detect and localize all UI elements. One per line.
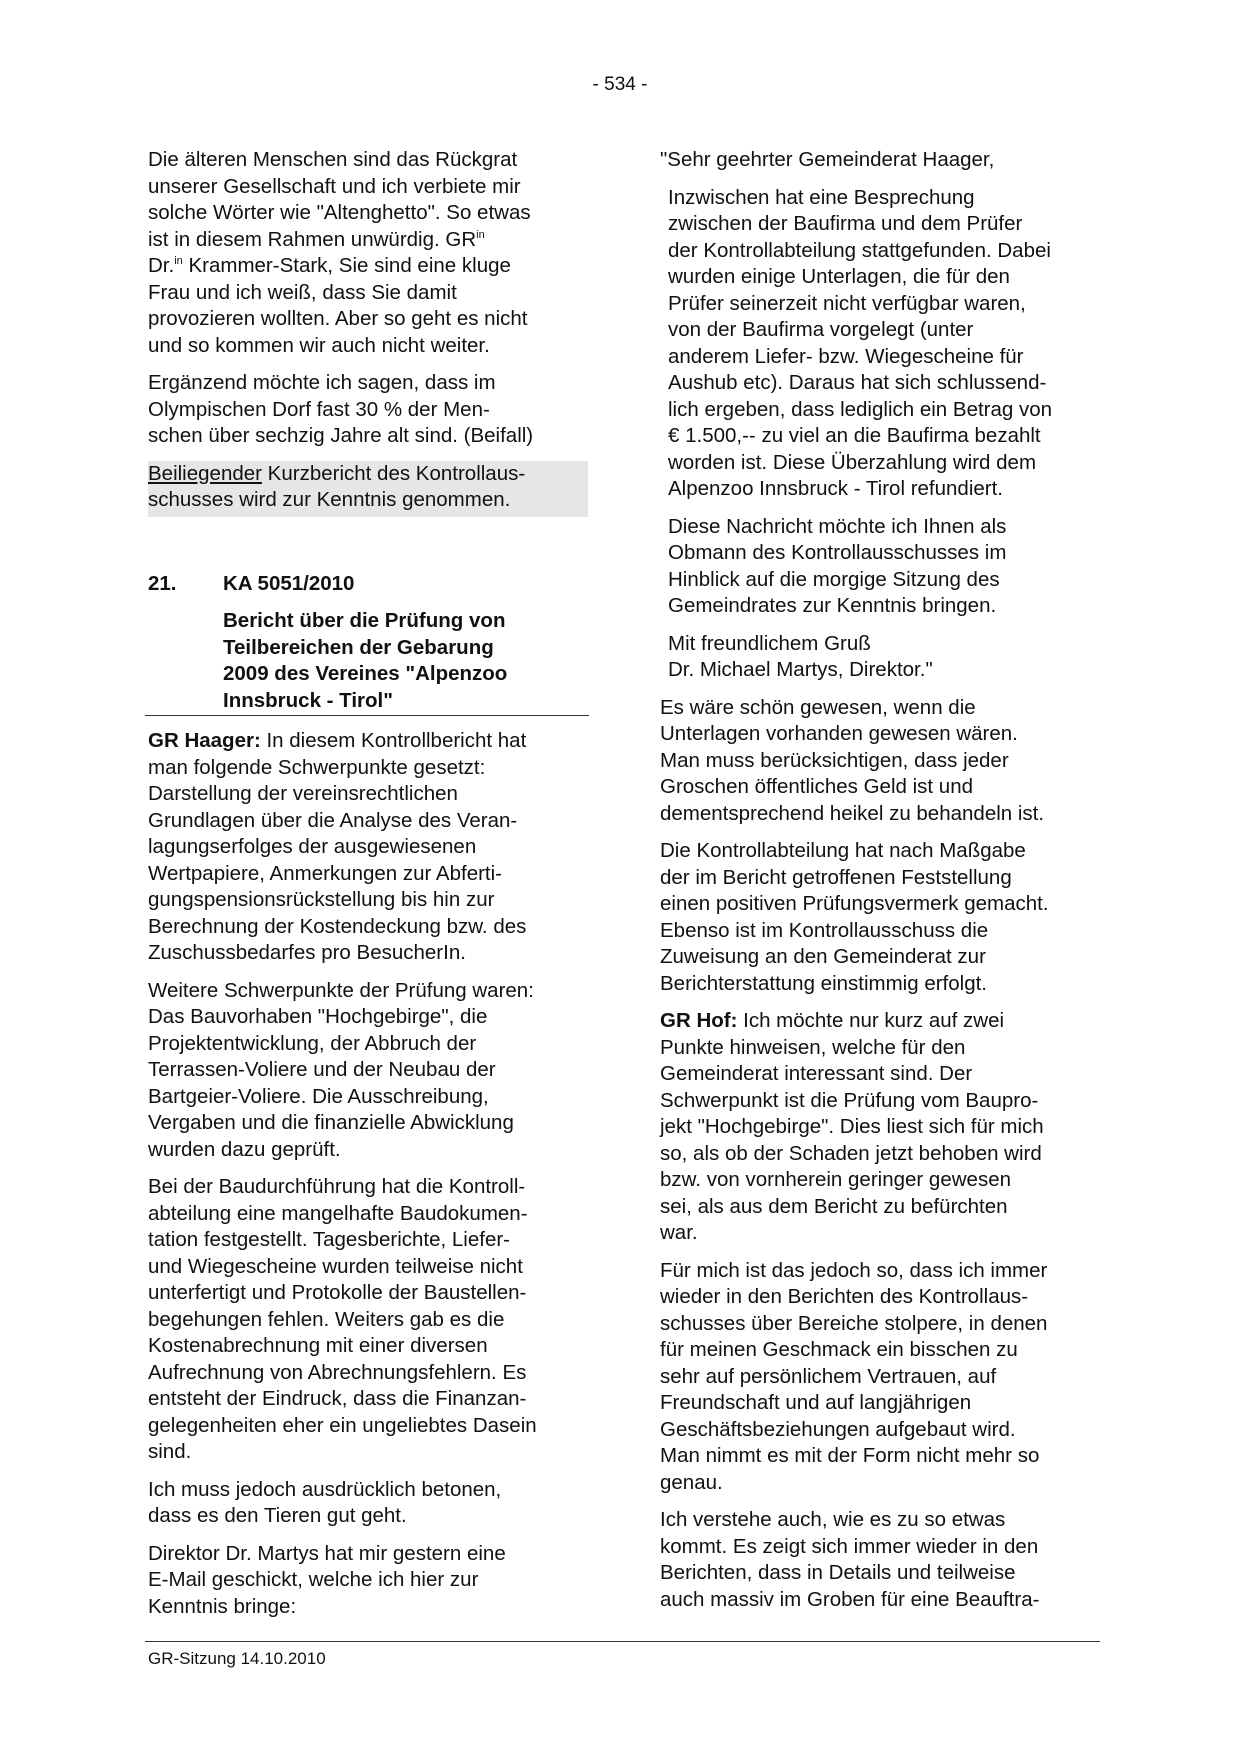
- text-line: zwischen der Baufirma und dem Prüfer: [668, 212, 1023, 235]
- text-line: Man nimmt es mit der Form nicht mehr so: [660, 1444, 1040, 1467]
- text-line: schusses über Bereiche stolpere, in denen: [660, 1311, 1048, 1335]
- text-line: Berichten, dass in Details und teilweise: [660, 1561, 1016, 1584]
- text-line: sind.: [148, 1440, 192, 1463]
- text-line: worden ist. Diese Überzahlung wird dem: [668, 450, 1037, 474]
- text-line: Innsbruck - Tirol": [223, 688, 393, 712]
- paragraph-email-intro: [148, 1541, 588, 1621]
- text-line: von der Baufirma vorgelegt (unter: [668, 318, 974, 341]
- text-line: Obmann des Kontrollausschusses im: [668, 541, 1007, 564]
- text-line: Diese Nachricht möchte ich Ihnen als: [668, 514, 1007, 538]
- text-line: Gemeindrates zur Kenntnis bringen.: [668, 594, 997, 617]
- agenda-item-title: [223, 608, 588, 714]
- title-divider: [145, 715, 589, 716]
- text-line: [148, 227, 588, 254]
- paragraph-elderly: [148, 147, 588, 359]
- text-line: entsteht der Eindruck, dass die Finanzan-: [148, 1387, 527, 1410]
- text-fragment: Ich möchte nur kurz auf zwei: [737, 1009, 1005, 1032]
- text-line: Vergaben und die finanzielle Abwicklung: [148, 1111, 514, 1134]
- text-line: Punkte hinweisen, welche für den: [660, 1035, 966, 1059]
- text-line: Bericht über die Prüfung von: [223, 609, 506, 632]
- text-line: Geschäftsbeziehungen aufgebaut wird.: [660, 1417, 1016, 1441]
- text-line: Aufrechnung von Abrechnungsfehlern. Es: [148, 1360, 527, 1384]
- text-line: Zuschussbedarfes pro BesucherIn.: [148, 941, 466, 964]
- quote-salutation: [660, 147, 1102, 174]
- text-line: Unterlagen vorhanden gewesen wären.: [660, 722, 1018, 745]
- text-line: lagungserfolges der ausgewiesenen: [148, 835, 477, 858]
- text-line: Dr. Michael Martys, Direktor.": [668, 658, 933, 681]
- text-line: Bei der Baudurchführung hat die Kontroll-: [148, 1175, 526, 1198]
- text-line: E-Mail geschickt, welche ich hier zur: [148, 1568, 479, 1591]
- text-line: Die älteren Menschen sind das Rückgrat: [148, 148, 518, 171]
- text-line: war.: [660, 1221, 698, 1244]
- text-line: provozieren wollten. Aber so geht es nicht: [148, 307, 528, 330]
- text-line: Darstellung der vereinsrechtlichen: [148, 782, 458, 805]
- text-line: einen positiven Prüfungsvermerk gemacht.: [660, 892, 1049, 915]
- text-line: Direktor Dr. Martys hat mir gestern eine: [148, 1541, 506, 1565]
- underlined-word: Beiliegender: [148, 461, 262, 485]
- text-line: Gemeinderat interessant sind. Der: [660, 1062, 973, 1085]
- text-line: schen über sechzig Jahre alt sind. (Beifall): [148, 424, 534, 447]
- paragraph-animals: [148, 1477, 588, 1530]
- text-line: Teilbereichen der Gebarung: [223, 635, 494, 659]
- paragraph-olympic-village: [148, 370, 588, 450]
- text-line: [148, 728, 588, 755]
- text-line: Die Kontrollabteilung hat nach Maßgabe: [660, 839, 1026, 862]
- paragraph-haager-intro: [148, 728, 588, 967]
- superscript: in: [476, 228, 485, 241]
- agenda-item-header: [148, 571, 588, 598]
- paragraph-understanding: [660, 1507, 1102, 1613]
- text-line: wurden dazu geprüft.: [148, 1137, 341, 1161]
- text-line: wieder in den Berichten des Kontrollaus-: [660, 1285, 1029, 1308]
- paragraph-hof-intro: [660, 1008, 1102, 1247]
- text-line: gelegenheiten eher ein ungeliebtes Dasein: [148, 1413, 537, 1437]
- text-line: kommt. Es zeigt sich immer wieder in den: [660, 1534, 1039, 1558]
- text-line: Zuweisung an den Gemeinderat zur: [660, 945, 986, 968]
- resolution-box: [148, 461, 588, 517]
- text-line: unterfertigt und Protokolle der Baustellen-: [148, 1281, 527, 1304]
- text-line: dementsprechend heikel zu behandeln ist.: [660, 801, 1045, 825]
- text-line: [148, 253, 588, 280]
- text-line: Olympischen Dorf fast 30 % der Men-: [148, 397, 490, 421]
- text-line: 2009 des Vereines "Alpenzoo: [223, 662, 508, 685]
- text-line: bzw. von vornherein geringer gewesen: [660, 1168, 1011, 1191]
- text-line: Prüfer seinerzeit nicht verfügbar waren,: [668, 291, 1026, 315]
- text-line: unserer Gesellschaft und ich verbiete mir: [148, 174, 521, 198]
- text-line: anderem Liefer- bzw. Wiegescheine für: [668, 344, 1024, 368]
- quote-paragraph-notice: [660, 514, 1102, 620]
- text-line: tation festgestellt. Tagesberichte, Liefer-: [148, 1228, 510, 1251]
- text-line: der im Bericht getroffenen Feststellung: [660, 865, 1012, 889]
- left-column: [148, 147, 588, 1631]
- text-line: der Kontrollabteilung stattgefunden. Dabei: [668, 238, 1051, 262]
- text-line: Kostenabrechnung mit einer diversen: [148, 1334, 488, 1357]
- text-line: gungspensionsrückstellung bis hin zur: [148, 888, 495, 911]
- speaker-name: GR Hof:: [660, 1009, 738, 1032]
- agenda-item-number: 21.: [148, 571, 177, 595]
- text-line: man folgende Schwerpunkte gesetzt:: [148, 755, 486, 779]
- paragraph-focus-areas: [148, 978, 588, 1164]
- text-line: Ebenso ist im Kontrollausschuss die: [660, 918, 989, 942]
- text-line: sei, als aus dem Bericht zu befürchten: [660, 1194, 1008, 1218]
- text-line: Ich muss jedoch ausdrücklich betonen,: [148, 1477, 502, 1501]
- paragraph-construction: [148, 1174, 588, 1466]
- text-line: genau.: [660, 1470, 723, 1494]
- text-line: Bartgeier-Voliere. Die Ausschreibung,: [148, 1084, 489, 1108]
- paragraph-audit-note: [660, 838, 1102, 997]
- text-line: Inzwischen hat eine Besprechung: [668, 185, 975, 209]
- text-line: Man muss berücksichtigen, dass jeder: [660, 748, 1009, 772]
- agenda-item-row: [148, 571, 588, 598]
- text-line: Frau und ich weiß, dass Sie damit: [148, 280, 457, 304]
- text-line: und Wiegescheine wurden teilweise nicht: [148, 1254, 523, 1278]
- text-line: [148, 461, 580, 488]
- footer-divider: [145, 1641, 1100, 1642]
- text-line: schusses wird zur Kenntnis genommen.: [148, 488, 511, 511]
- text-fragment: Krammer-Stark, Sie sind eine kluge: [182, 254, 511, 277]
- text-line: solche Wörter wie "Altenghetto". So etwas: [148, 201, 531, 224]
- text-line: Es wäre schön gewesen, wenn die: [660, 695, 976, 719]
- text-line: Wertpapiere, Anmerkungen zur Abferti-: [148, 861, 502, 885]
- text-line: dass es den Tieren gut geht.: [148, 1504, 407, 1527]
- text-line: Berichterstattung einstimmig erfolgt.: [660, 971, 987, 995]
- text-line: Grundlagen über die Analyse des Veran-: [148, 808, 518, 832]
- superscript: in: [174, 255, 183, 268]
- text-line: für meinen Geschmack ein bisschen zu: [660, 1338, 1018, 1361]
- text-line: lich ergeben, dass lediglich ein Betrag von: [668, 397, 1053, 421]
- text-line: Das Bauvorhaben "Hochgebirge", die: [148, 1005, 488, 1028]
- text-line: wurden einige Unterlagen, die für den: [668, 265, 1010, 288]
- text-line: Für mich ist das jedoch so, dass ich immer: [660, 1258, 1048, 1282]
- page-number: - 534 -: [592, 74, 648, 95]
- quote-closing: [660, 631, 1102, 684]
- text-line: Terrassen-Voliere und der Neubau der: [148, 1058, 496, 1081]
- speaker-name: GR Haager:: [148, 729, 261, 752]
- text-line: Hinblick auf die morgige Sitzung des: [668, 567, 1000, 591]
- text-line: so, als ob der Schaden jetzt behoben wird: [660, 1141, 1042, 1165]
- text-line: abteilung eine mangelhafte Baudokumen-: [148, 1201, 528, 1225]
- text-line: [660, 1008, 1102, 1035]
- text-line: Weitere Schwerpunkte der Prüfung waren:: [148, 978, 534, 1002]
- text-line: Ich verstehe auch, wie es zu so etwas: [660, 1508, 1006, 1531]
- paragraph-documents: [660, 695, 1102, 828]
- text-fragment: In diesem Kontrollbericht hat: [260, 729, 527, 752]
- quote-paragraph-meeting: [660, 185, 1102, 503]
- agenda-item-code: KA 5051/2010: [223, 571, 355, 595]
- text-line: sehr auf persönlichem Vertrauen, auf: [660, 1364, 997, 1388]
- text-line: Aushub etc). Daraus hat sich schlussend-: [668, 371, 1047, 394]
- text-line: Projektentwicklung, der Abbruch der: [148, 1031, 477, 1055]
- text-fragment: Kurzbericht des Kontrollaus-: [261, 461, 526, 485]
- text-fragment: Dr.: [148, 254, 175, 277]
- text-line: Kenntnis bringe:: [148, 1594, 297, 1618]
- text-line: begehungen fehlen. Weiters gab es die: [148, 1307, 505, 1331]
- text-line: Freundschaft und auf langjährigen: [660, 1391, 972, 1414]
- text-line: Groschen öffentliches Geld ist und: [660, 775, 973, 798]
- text-line: auch massiv im Groben für eine Beauftra-: [660, 1587, 1040, 1611]
- text-line: € 1.500,-- zu viel an die Baufirma bezahlt: [668, 424, 1041, 447]
- paragraph-trust: [660, 1258, 1102, 1497]
- text-line: Alpenzoo Innsbruck - Tirol refundiert.: [668, 477, 1003, 500]
- text-line: Berechnung der Kostendeckung bzw. des: [148, 914, 527, 938]
- text-line: Schwerpunkt ist die Prüfung vom Baupro-: [660, 1088, 1039, 1112]
- footer-session-date: GR-Sitzung 14.10.2010: [148, 1649, 326, 1668]
- text-line: Ergänzend möchte ich sagen, dass im: [148, 371, 496, 394]
- text-line: und so kommen wir auch nicht weiter.: [148, 333, 490, 357]
- text-line: Mit freundlichem Gruß: [668, 631, 871, 655]
- right-column: [660, 147, 1102, 1624]
- text-fragment: ist in diesem Rahmen unwürdig. GR: [148, 227, 477, 251]
- text-line: "Sehr geehrter Gemeinderat Haager,: [660, 148, 995, 171]
- text-line: jekt "Hochgebirge". Dies liest sich für mich: [660, 1115, 1044, 1138]
